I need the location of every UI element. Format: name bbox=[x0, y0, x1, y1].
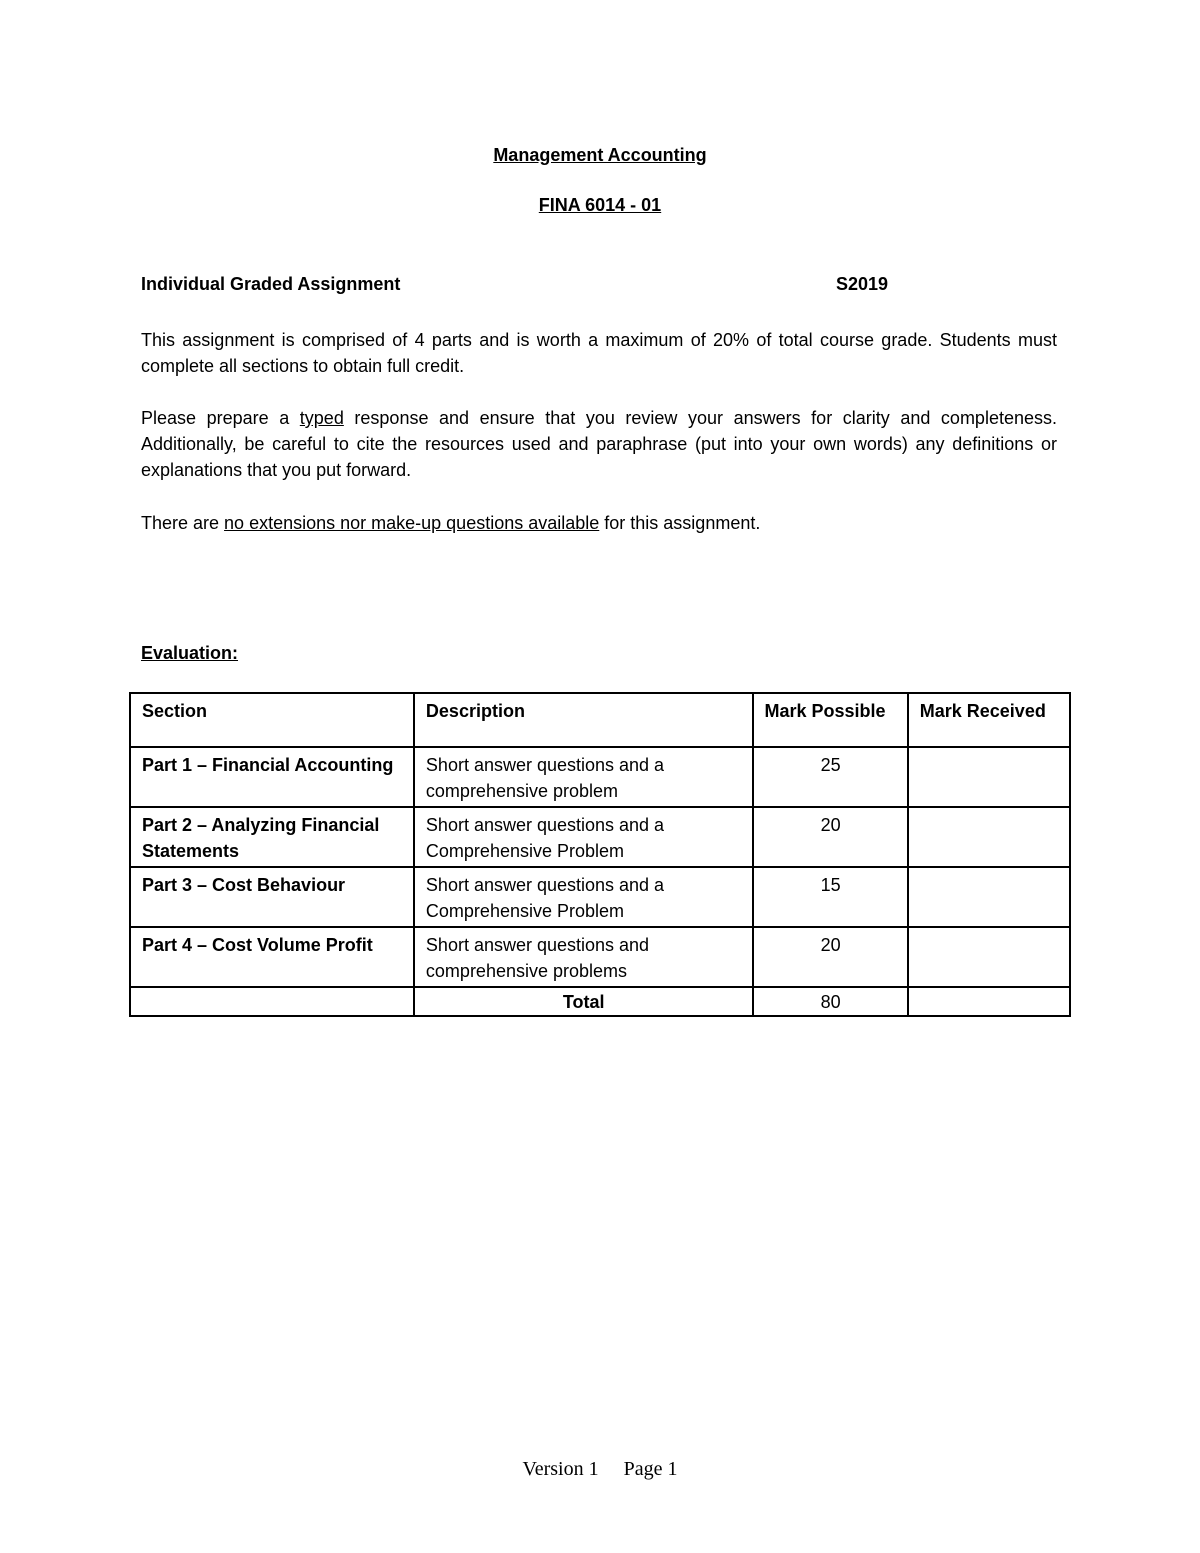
header-description: Description bbox=[414, 693, 753, 747]
row-description: Short answer questions and a comprehensive problem bbox=[414, 747, 753, 807]
format-text-start: Please prepare a bbox=[141, 408, 300, 428]
page-number: Page 1 bbox=[623, 1458, 678, 1480]
row-mark-received bbox=[908, 927, 1070, 987]
total-label: Total bbox=[414, 987, 753, 1016]
row-description: Short answer questions and comprehensive problems bbox=[414, 927, 753, 987]
extensions-text-end: for this assignment. bbox=[599, 513, 761, 533]
row-mark-received bbox=[908, 807, 1070, 867]
assignment-term: S2019 bbox=[836, 274, 889, 294]
extensions-text-start: There are bbox=[141, 513, 225, 533]
assignment-title: Individual Graded Assignment bbox=[141, 274, 401, 294]
evaluation-label: Evaluation: bbox=[141, 643, 239, 663]
header-mark-received: Mark Received bbox=[908, 693, 1070, 747]
total-empty-cell bbox=[130, 987, 414, 1016]
intro-paragraph-weight: This assignment is comprised of 4 parts and is worth a maximum of 20% of total course grade. Students must complete all sections to obtain full credit. bbox=[141, 330, 1057, 376]
row-description: Short answer questions and a Comprehensive Problem bbox=[414, 867, 753, 927]
assignment-heading bbox=[141, 274, 891, 295]
row-section: Part 1 – Financial Accounting bbox=[130, 747, 414, 807]
format-text-end: response and ensure that you review your answers for clarity and completeness. Additionally, be careful to cite the resources used and paraphrase (put into your own words) any definitions or explanations that you put forward. bbox=[141, 408, 1057, 480]
row-section: Part 2 – Analyzing Financial Statements bbox=[130, 807, 414, 867]
table-row bbox=[130, 927, 1070, 987]
course-title: Management Accounting bbox=[493, 145, 707, 165]
header-mark-possible: Mark Possible bbox=[753, 693, 908, 747]
row-mark-possible: 20 bbox=[753, 927, 908, 987]
row-mark-received bbox=[908, 867, 1070, 927]
version-label: Version 1 bbox=[522, 1458, 599, 1480]
row-mark-possible: 25 bbox=[753, 747, 908, 807]
row-mark-possible: 20 bbox=[753, 807, 908, 867]
evaluation-table bbox=[129, 692, 1071, 1017]
total-mark-received bbox=[908, 987, 1070, 1016]
header-section: Section bbox=[130, 693, 414, 747]
total-mark-possible: 80 bbox=[753, 987, 908, 1016]
table-row bbox=[130, 747, 1070, 807]
row-section: Part 3 – Cost Behaviour bbox=[130, 867, 414, 927]
intro-paragraph-format bbox=[141, 405, 1057, 483]
total-row bbox=[130, 987, 1070, 1016]
no-extensions-emphasis: no extensions nor make-up questions available bbox=[224, 513, 600, 533]
row-description: Short answer questions and a Comprehensive Problem bbox=[414, 807, 753, 867]
row-section: Part 4 – Cost Volume Profit bbox=[130, 927, 414, 987]
row-mark-possible: 15 bbox=[753, 867, 908, 927]
row-mark-received bbox=[908, 747, 1070, 807]
course-code: FINA 6014 - 01 bbox=[538, 195, 662, 215]
intro-paragraph-extensions bbox=[141, 510, 1057, 536]
typed-emphasis: typed bbox=[299, 408, 344, 428]
table-header-row bbox=[130, 693, 1070, 747]
page-footer bbox=[0, 1458, 1200, 1481]
table-row bbox=[130, 867, 1070, 927]
table-row bbox=[130, 807, 1070, 867]
